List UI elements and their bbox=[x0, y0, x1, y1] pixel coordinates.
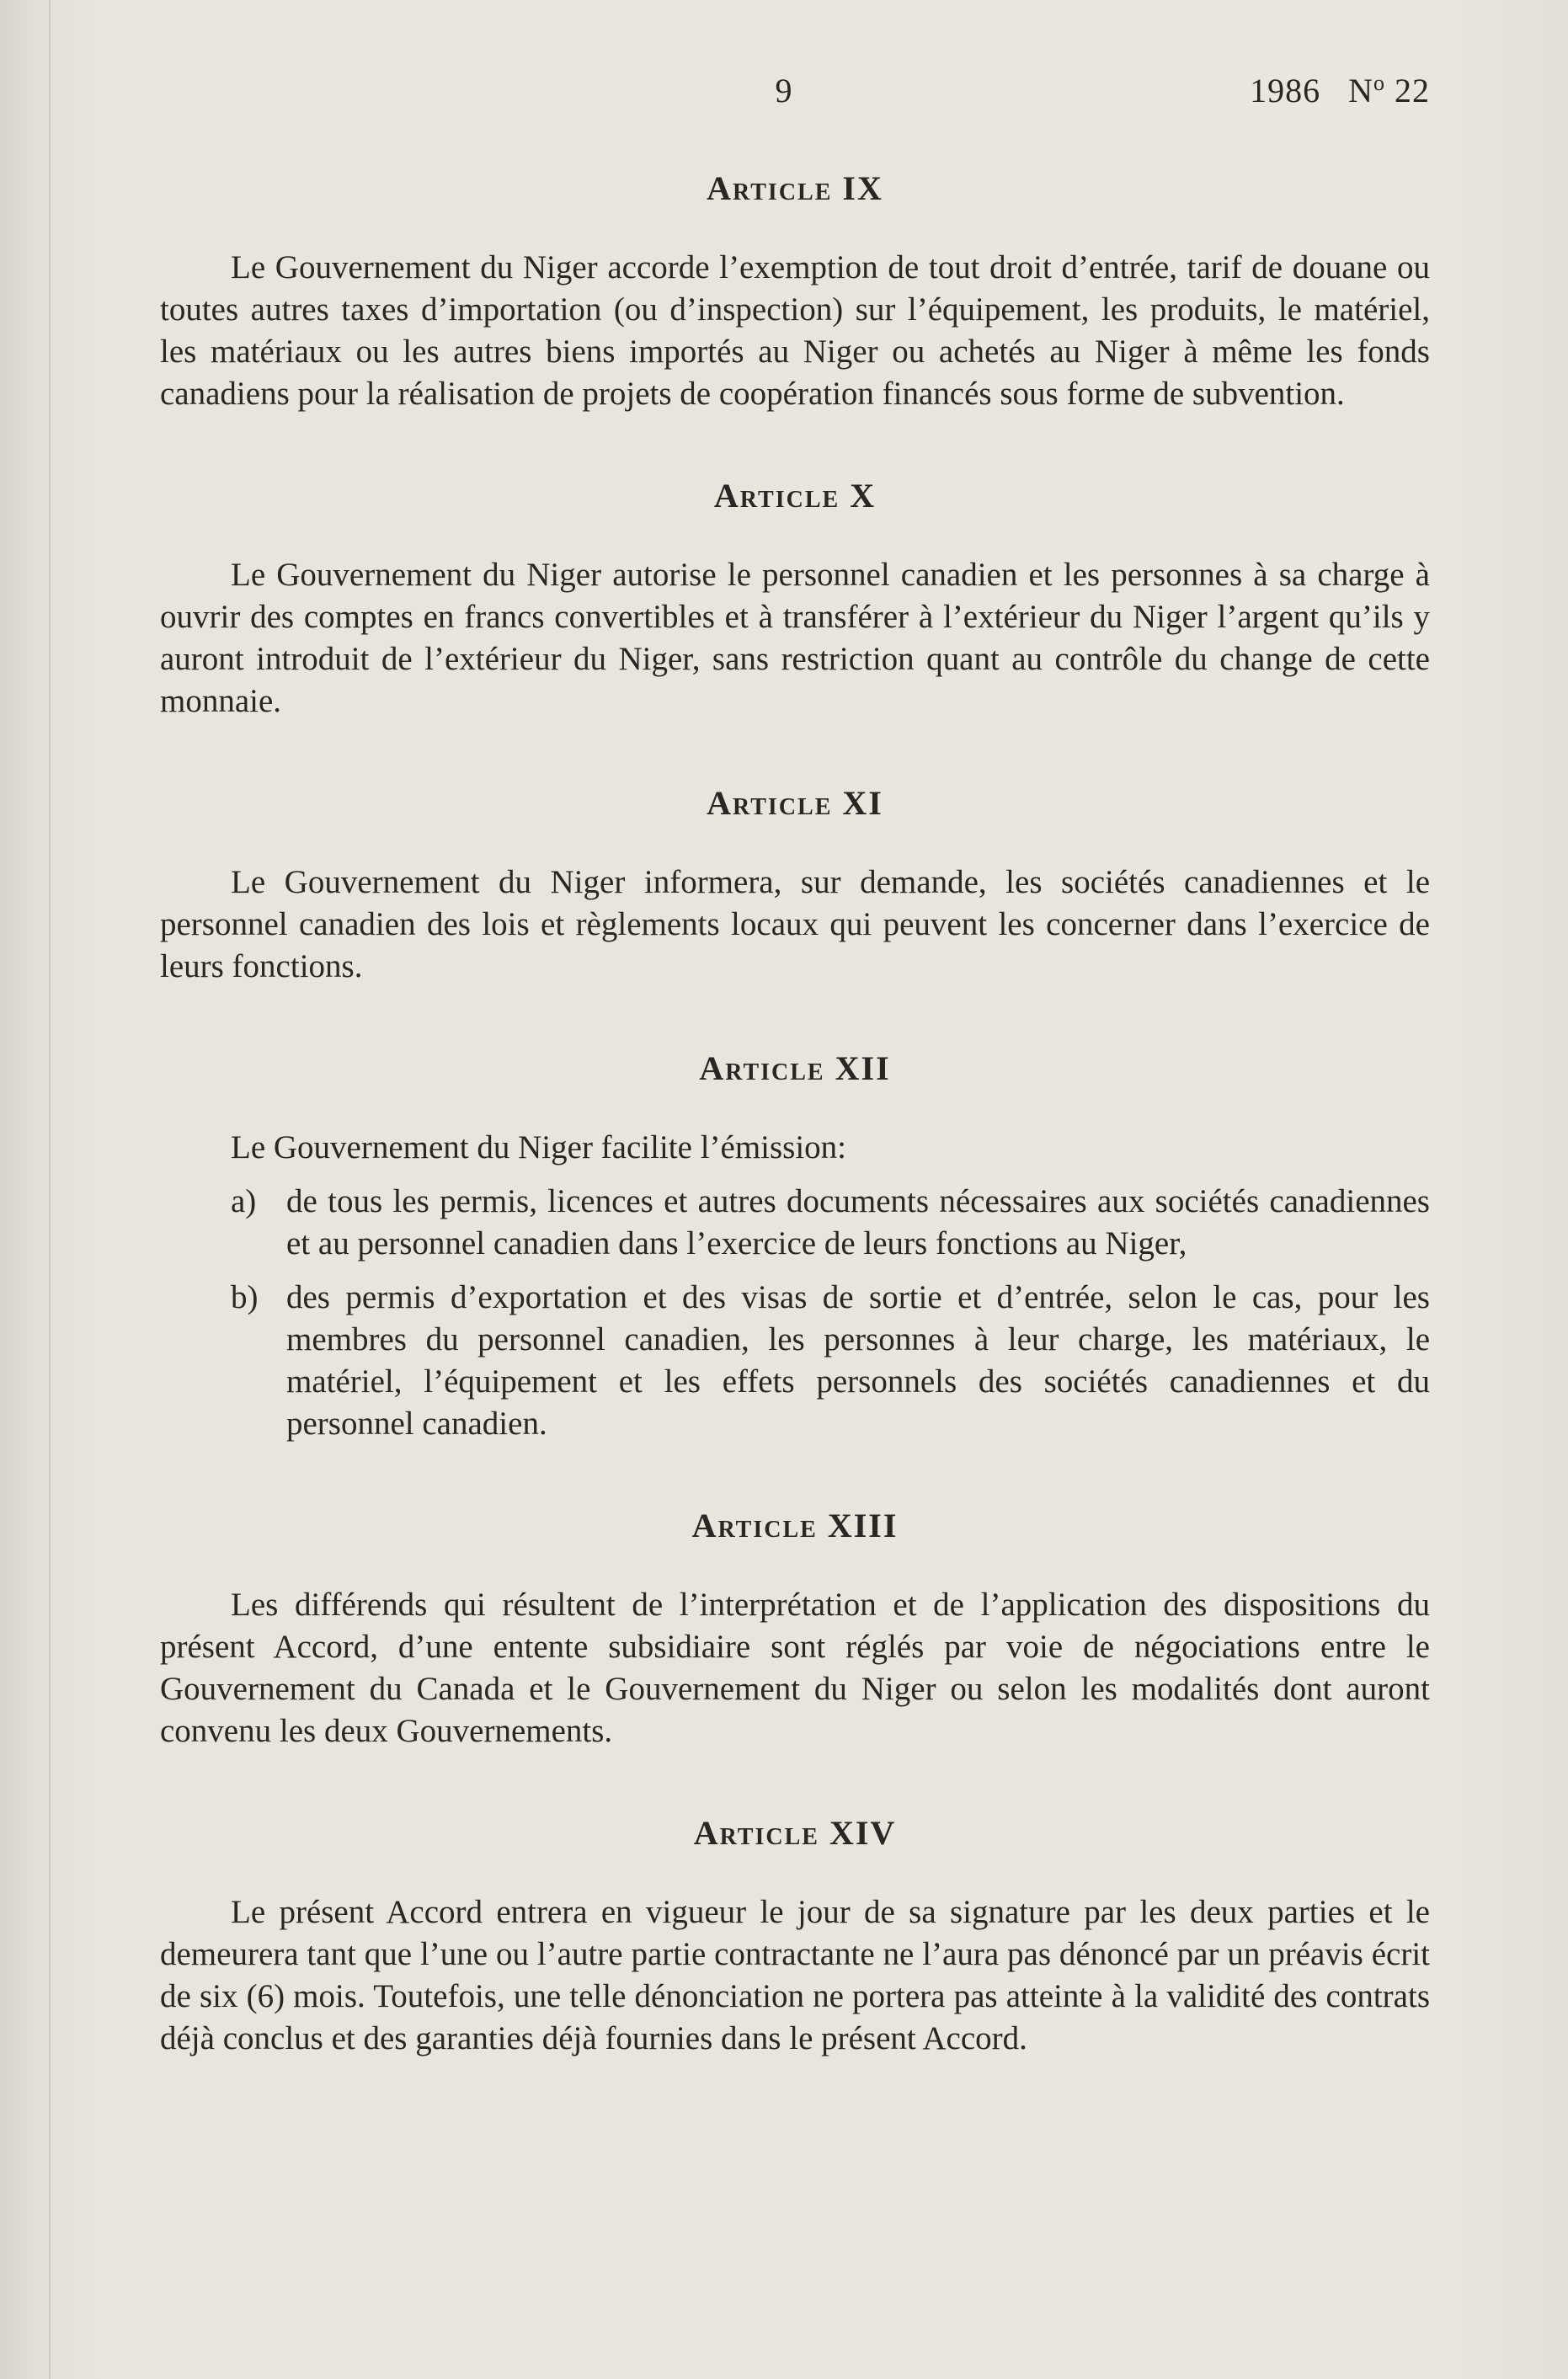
list-item-text: des permis d’exportation et des visas de sortie et d’entrée, selon le cas, pour les membres du personnel canadien, les personnes à leur charge, les matériaux, le matériel, l’équipement et les effets personnels des sociétés canadiennes et du personnel canadien. bbox=[286, 1279, 1430, 1442]
article-title: Article XIII bbox=[691, 1507, 899, 1544]
article-title: Article XI bbox=[707, 784, 883, 822]
binding-line bbox=[49, 0, 51, 2379]
document-reference bbox=[1250, 71, 1430, 110]
number-superscript: o bbox=[1373, 71, 1385, 95]
page-number: 9 bbox=[775, 72, 793, 109]
article-paragraph: Le présent Accord entrera en vigueur le jour de sa signature par les deux parties et le demeurera tant que l’une ou l’autre partie contractante ne l’aura pas dénoncé par un préavis écrit de six (6) mois. Toutefois, une telle dénonciation ne portera pas atteinte à la validité des contrats déjà conclus et des garanties déjà fournies dans le présent Accord. bbox=[160, 1894, 1430, 2056]
list-marker: b) bbox=[231, 1279, 259, 1315]
article-12 bbox=[160, 1048, 1430, 1445]
article-13 bbox=[160, 1506, 1430, 1752]
document-year: 1986 bbox=[1250, 72, 1321, 109]
article-paragraph: Le Gouvernement du Niger facilite l’émission: bbox=[231, 1129, 847, 1165]
article-11 bbox=[160, 783, 1430, 988]
article-paragraph: Le Gouvernement du Niger informera, sur demande, les sociétés canadiennes et le personnel canadien des lois et règlements locaux qui peuvent les concerner dans l’exercice de leurs fonctions. bbox=[160, 864, 1430, 984]
article-paragraph: Les différends qui résultent de l’interprétation et de l’application des dispositions du présent Accord, d’une entente subsidiaire sont réglés par voie de négociations entre le Gouvernement du Canada et le Gouvernement du Niger ou selon les modalités dont auront convenu les deux Gouvernements. bbox=[160, 1587, 1430, 1749]
article-title: Article XIV bbox=[693, 1814, 897, 1852]
list-item bbox=[160, 1181, 1430, 1265]
article-paragraph: Le Gouvernement du Niger autorise le personnel canadien et les personnes à sa charge à ouvrir des comptes en francs convertibles et à transférer à l’extérieur du Niger l’argent qu’ils y auront introduit de l’extérieur du Niger, sans restriction quant au contrôle du change de cette monnaie. bbox=[160, 557, 1430, 719]
article-paragraph: Le Gouvernement du Niger accorde l’exemption de tout droit d’entrée, tarif de douane ou toutes autres taxes d’importation (ou d’inspection) sur l’équipement, les produits, le matériel, les matériaux ou les autres biens importés au Niger ou achetés au Niger à même les fonds canadiens pour la réalisation de projets de coopération financés sous forme de subvention. bbox=[160, 249, 1430, 412]
document-body bbox=[160, 168, 1430, 2060]
article-14 bbox=[160, 1813, 1430, 2060]
list-item bbox=[160, 1277, 1430, 1445]
article-title: Article XII bbox=[699, 1049, 891, 1087]
number-label: N bbox=[1348, 72, 1373, 109]
list-item-text: de tous les permis, licences et autres documents nécessaires aux sociétés canadiennes et au personnel canadien dans l’exercice de leurs fonctions au Niger, bbox=[286, 1183, 1430, 1262]
article-9 bbox=[160, 168, 1430, 415]
article-title: Article X bbox=[713, 477, 877, 515]
document-number: 22 bbox=[1395, 72, 1430, 109]
article-title: Article IX bbox=[707, 169, 883, 207]
article-10 bbox=[160, 476, 1430, 723]
list-marker: a) bbox=[231, 1183, 257, 1219]
